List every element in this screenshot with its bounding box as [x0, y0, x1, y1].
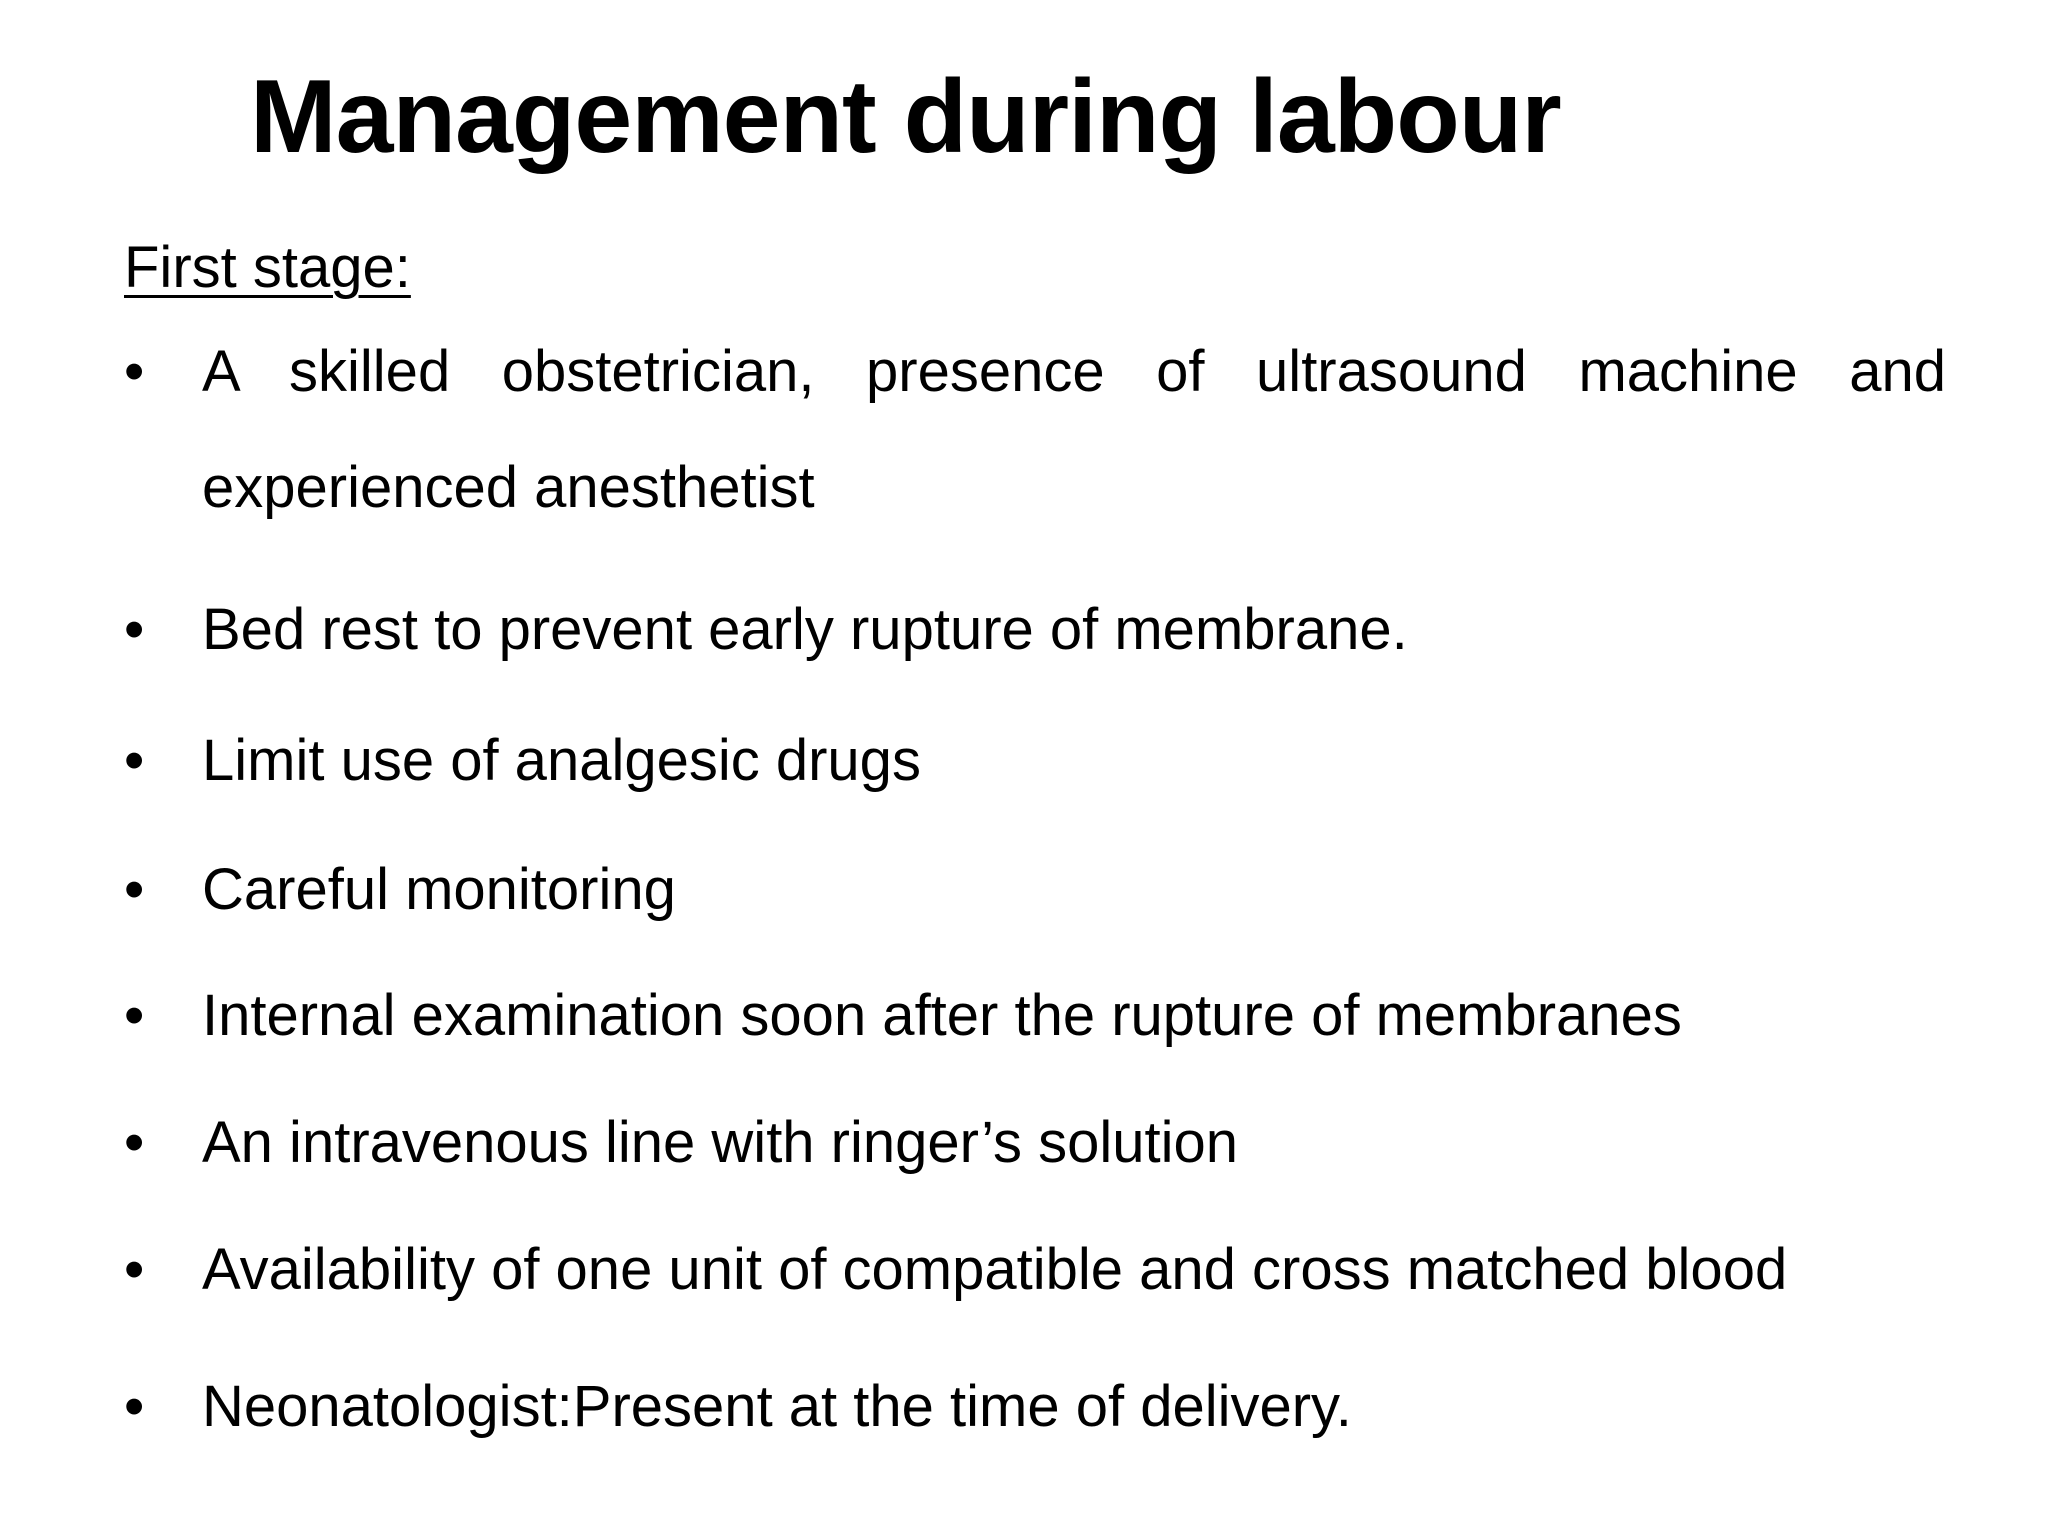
- bullet-text: Careful monitoring: [202, 857, 676, 922]
- bullet-marker: •: [124, 339, 145, 404]
- bullet-text: Availability of one unit of compatible and cross matched blood: [202, 1237, 1788, 1302]
- slide-title: Management during labour: [250, 59, 1561, 175]
- bullet-text: Limit use of analgesic drugs: [202, 728, 921, 793]
- bullet-marker: •: [124, 597, 145, 662]
- bullet-marker: •: [124, 1374, 145, 1439]
- bullet-text: Neonatologist:Present at the time of delivery.: [202, 1374, 1352, 1439]
- bullet-marker: •: [124, 1237, 145, 1302]
- bullet-text: Internal examination soon after the rupture of membranes: [202, 983, 1682, 1048]
- bullet-marker: •: [124, 857, 145, 922]
- bullet-text: Bed rest to prevent early rupture of membrane.: [202, 597, 1408, 662]
- bullet-marker: •: [124, 983, 145, 1048]
- bullet-marker: •: [124, 1110, 145, 1175]
- bullet-text: A skilled obstetrician, presence of ultrasound machine and experienced anesthetist: [202, 339, 1946, 520]
- section-label-first-stage: First stage:: [124, 235, 411, 300]
- bullet-marker: •: [124, 728, 145, 793]
- bullet-text: An intravenous line with ringer’s solution: [202, 1110, 1238, 1175]
